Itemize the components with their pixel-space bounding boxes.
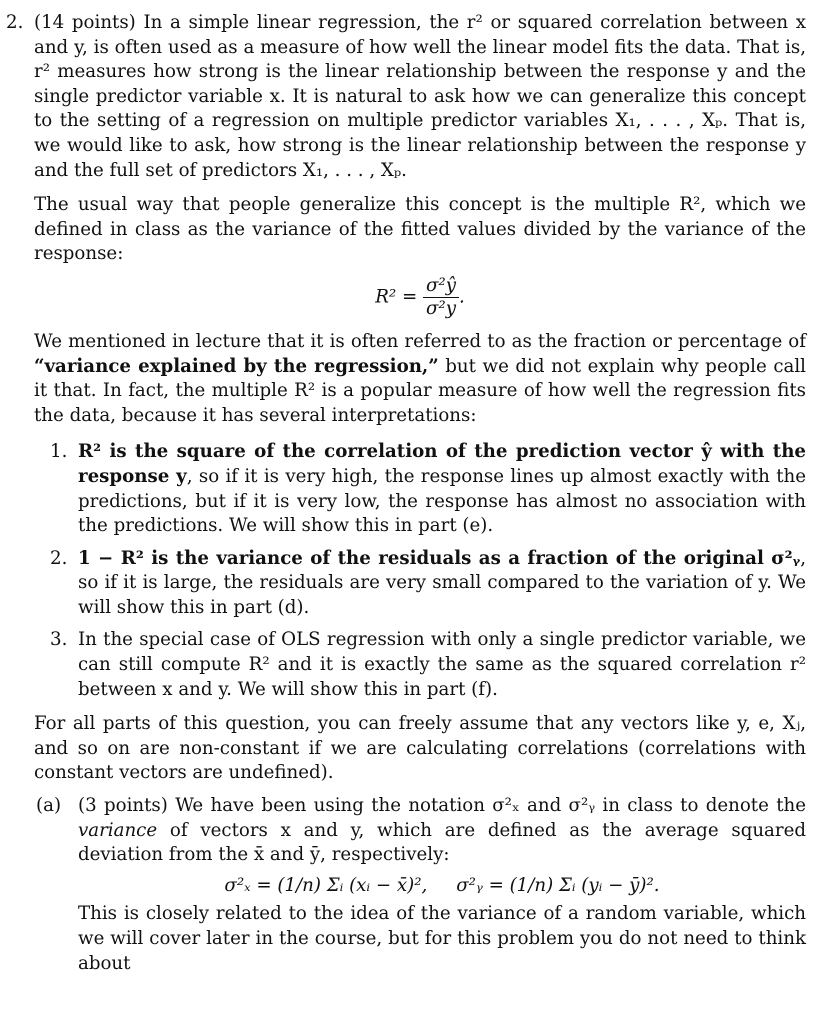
eq1-lhs: R² = <box>375 286 418 308</box>
assumptions-paragraph: For all parts of this question, you can freely assume that any vectors like y, e, Xⱼ, and so on are non-constant if we are calculating correlations (correlations with constant vectors are undefined). <box>34 713 806 784</box>
r2-definition-equation <box>34 275 806 320</box>
list-item-text: In the special case of OLS regression with only a single predictor variable, we can still compute R² and it is exactly the same as the squared correlation r² between x and y. We will show this in part (f). <box>78 629 806 700</box>
part-a <box>34 794 806 976</box>
list-item-number: 1. <box>50 441 68 463</box>
eq1-numerator: σ²ŷ <box>423 275 459 298</box>
multiple-r2-paragraph: The usual way that people generalize this concept is the multiple R², which we defined in class as the variance of the fitted values divided by the variance of the response: <box>34 194 806 265</box>
problem-number: 2. <box>6 12 24 33</box>
eq1-fraction <box>423 275 459 320</box>
list-item <box>34 440 806 538</box>
para3-end: but we did not explain why people call it that. In fact, the multiple R² is a popular measure of how well the regression fits the data, because it has several interpretations: <box>34 355 806 426</box>
variance-word: variance <box>78 819 158 841</box>
interpretations-list <box>34 440 806 702</box>
variance-definitions-equation <box>78 874 806 899</box>
list-item <box>34 547 806 621</box>
interpretations-paragraph <box>34 330 806 428</box>
eq1-period: . <box>459 286 465 308</box>
list-item-bold: R² is the square of the correlation of the prediction vector ŷ with the response y <box>78 441 806 487</box>
list-item-text: , so if it is very high, the response lines up almost exactly with the predictions, but if it is very low, the response has almost no association with the predictions. We will show this in part (e). <box>78 465 806 537</box>
problem-body <box>34 11 806 976</box>
eq1-denominator: σ²y <box>426 297 456 319</box>
part-a-text-2: of vectors x and y, which are defined as the average squared deviation from the x̄ and ȳ, respectively: <box>78 819 806 866</box>
list-item <box>34 628 806 702</box>
list-item-text: , so if it is large, the residuals are very small compared to the variation of y. We will show this in part (d). <box>78 547 806 618</box>
variance-explained-phrase: “variance explained by the regression,” <box>34 355 439 377</box>
list-item-number: 2. <box>50 547 68 569</box>
part-a-text <box>78 794 806 868</box>
part-a-text-1: (3 points) We have been using the notation σ²ₓ and σ²ᵧ in class to denote the <box>78 795 806 817</box>
para3-start: We mentioned in lecture that it is often referred to as the fraction or percentage of <box>34 330 806 352</box>
part-a-continuation: This is closely related to the idea of the variance of a random variable, which we will cover later in the course, but for this problem you do not need to think about <box>78 903 806 974</box>
list-item-bold: 1 − R² is the variance of the residuals as a fraction of the original σ²ᵧ <box>78 547 801 569</box>
problem-2 <box>6 11 806 976</box>
intro-paragraph: (14 points) In a simple linear regression, the r² or squared correlation between x and y, is often used as a measure of how well the linear model fits the data. That is, r² measures how strong is the linear relationship between the response y and the single predictor variable x. It is natural to ask how we can generalize this concept to the setting of a regression on multiple predictor variables X₁, . . . , Xₚ. That is, we would like to ask, how strong is the linear relationship between the response y and the full set of predictors X₁, . . . , Xₚ. <box>34 12 806 181</box>
list-item-number: 3. <box>50 629 68 651</box>
part-a-label: (a) <box>36 795 62 817</box>
variance-x-formula: σ²ₓ = (1/n) Σᵢ (xᵢ − x̄)², <box>224 874 428 896</box>
variance-y-formula: σ²ᵧ = (1/n) Σᵢ (yᵢ − ȳ)². <box>456 874 660 896</box>
